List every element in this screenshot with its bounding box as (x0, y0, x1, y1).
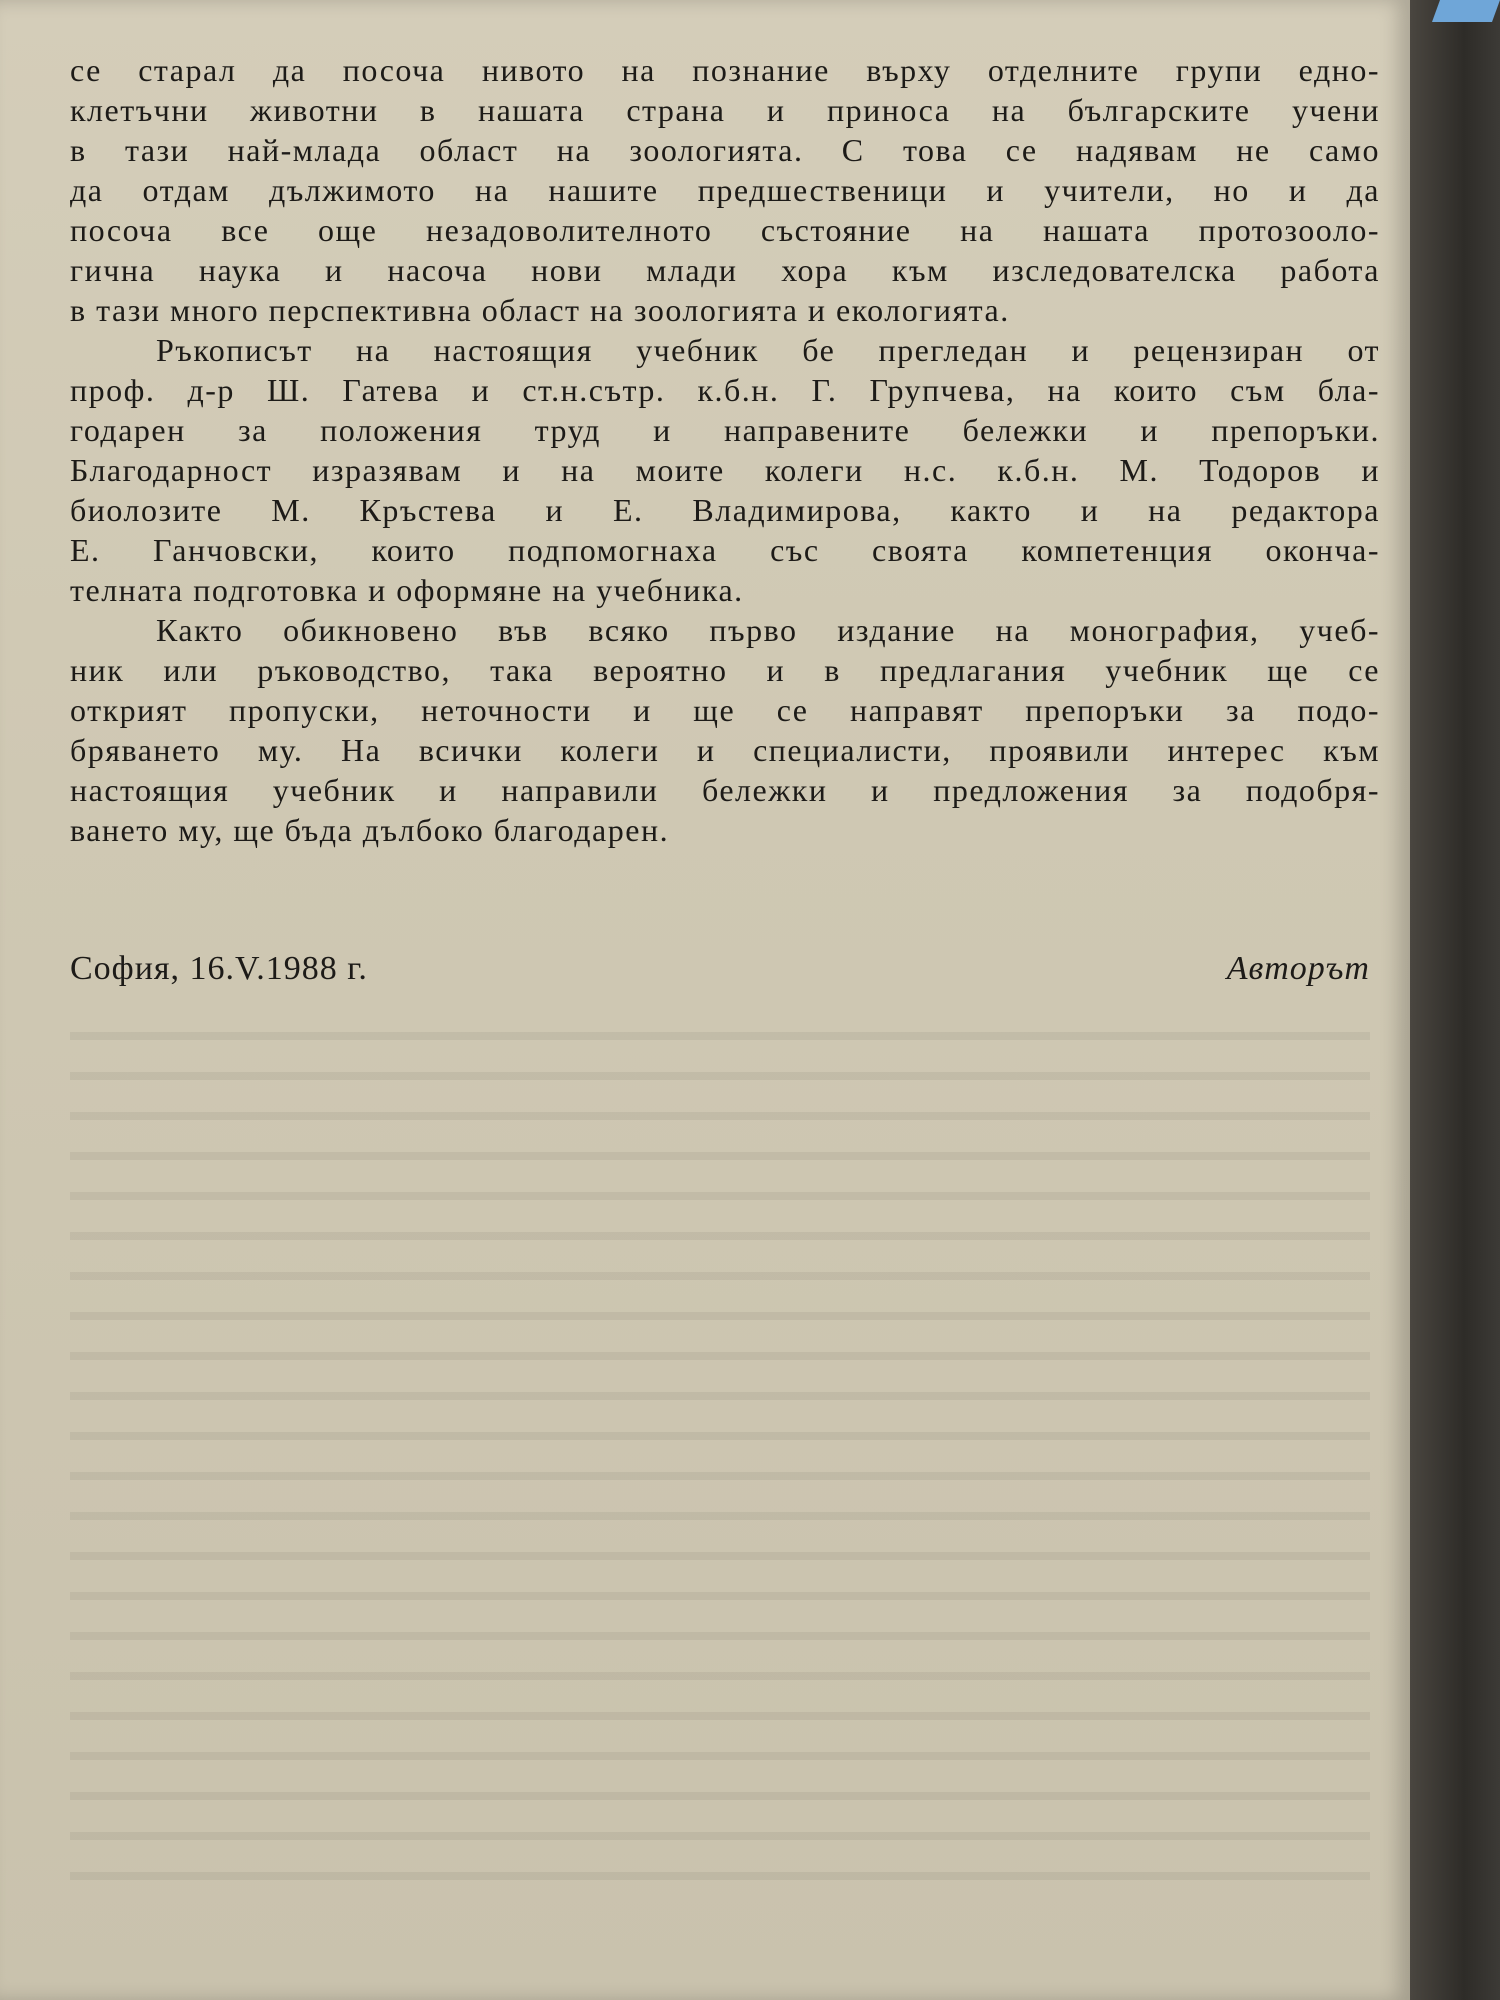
paragraph-3 (70, 610, 1380, 850)
body-text (70, 50, 1380, 850)
blue-corner-decoration (1432, 0, 1500, 22)
author-signature: Авторът (1226, 950, 1370, 987)
text-line: ник или ръководство, така вероятно и в предлагания учебник ще се (70, 652, 1380, 688)
text-line: бряването му. На всички колеги и специалисти, проявили интерес към (70, 732, 1380, 768)
place-date: София, 16.V.1988 г. (70, 950, 368, 987)
text-line: Е. Ганчовски, които подпомогнаха със своята компетенция оконча- (70, 532, 1380, 568)
paragraph-2 (70, 330, 1380, 610)
text-line: проф. д-р Ш. Гатева и ст.н.сътр. к.б.н. Г. Групчева, на които съм бла- (70, 372, 1380, 408)
text-line: Както обикновено във всяко първо издание на монография, учеб- (156, 612, 1380, 648)
bleed-through-texture (70, 1010, 1370, 1910)
text-line: ването му, ще бъда дълбоко благодарен. (70, 812, 670, 848)
text-line: се старал да посоча нивото на познание върху отделните групи едно- (70, 52, 1380, 88)
text-line: клетъчни животни в нашата страна и приноса на българските учени (70, 92, 1380, 128)
text-line: открият пропуски, неточности и ще се направят препоръки за подо- (70, 692, 1380, 728)
text-line: в тази много перспективна област на зоологията и екологията. (70, 292, 1010, 328)
text-line: в тази най-млада област на зоологията. С това се надявам не само (70, 132, 1380, 168)
paragraph-1 (70, 50, 1380, 330)
text-line: посоча все още незадоволителното състояние на нашата протозооло- (70, 212, 1380, 248)
text-line: биолозите М. Кръстева и Е. Владимирова, както и на редактора (70, 492, 1380, 528)
text-line: телната подготовка и оформяне на учебника. (70, 572, 744, 608)
text-line: Ръкописът на настоящия учебник бе прегледан и рецензиран от (156, 332, 1380, 368)
page-edge (1410, 0, 1500, 2000)
text-line: да отдам дължимото на нашите предшественици и учители, но и да (70, 172, 1380, 208)
text-line: годарен за положения труд и направените бележки и препоръки. (70, 412, 1380, 448)
text-line: гична наука и насоча нови млади хора към изследователска работа (70, 252, 1380, 288)
text-line: настоящия учебник и направили бележки и предложения за подобря- (70, 772, 1380, 808)
text-line: Благодарност изразявам и на моите колеги н.с. к.б.н. М. Тодоров и (70, 452, 1380, 488)
